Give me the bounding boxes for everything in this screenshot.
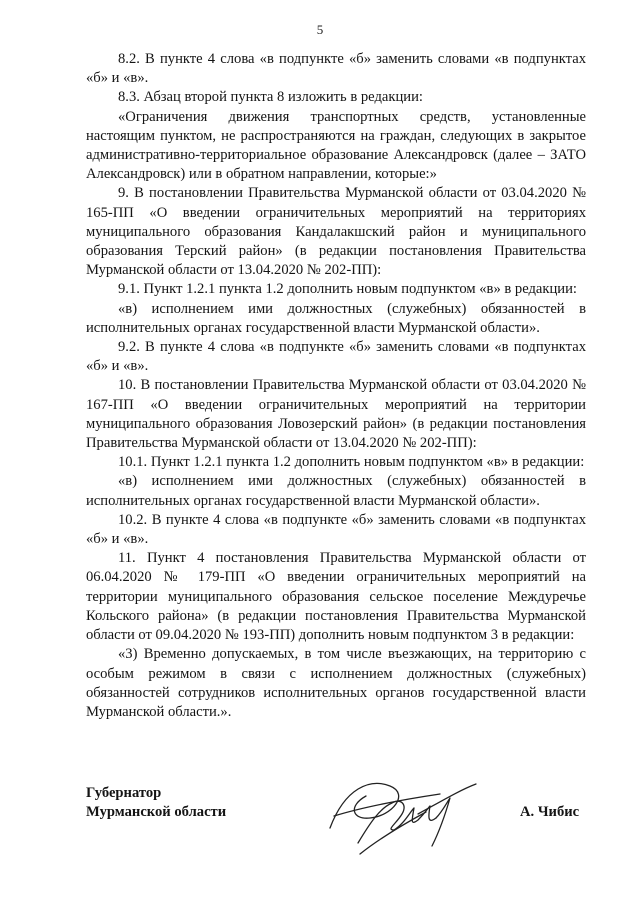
paragraph-9: 9. В постановлении Правительства Мурманской области от 03.04.2020 № 165-ПП «О введении ограничительных мероприятий на территориях муниципального образования Кандалакшский район и муниципального образования Терский район» (в редакции постановления Правительства Мурманской области от 13.04.2020 № 202-ПП): <box>86 185 586 279</box>
document-body <box>86 50 586 722</box>
paragraph-10-2: 10.2. В пункте 4 слова «в подпункте «б» заменить словами «в подпунктах «б» и «в». <box>86 511 586 548</box>
paragraph-8-2: 8.2. В пункте 4 слова «в подпункте «б» заменить словами «в подпунктах «б» и «в». <box>86 51 586 87</box>
paragraph-10-1-quote: «в) исполнением ими должностных (служебных) обязанностей в исполнительных органах государственной власти Мурманской области». <box>86 473 586 509</box>
paragraph-10-1: 10.1. Пункт 1.2.1 пункта 1.2 дополнить новым подпунктом «в» в редакции: <box>118 454 585 471</box>
page-number: 5 <box>316 22 324 37</box>
paragraph-10: 10. В постановлении Правительства Мурманской области от 03.04.2020 № 167-ПП «О введении ограничительных мероприятий на территории муниципального образования Ловозерский район» (в редакции постановления Правительства Мурманской области от 13.04.2020 № 202-ПП): <box>86 377 586 452</box>
signatory-title-line2: Мурманской области <box>86 804 227 821</box>
paragraph-11: 11. Пункт 4 постановления Правительства Мурманской области от 06.04.2020 № 179-ПП «О введении ограничительных мероприятий на территории муниципального образования сельское поселение Междуречье Кольского района» (в редакции постановления Правительства Мурманской области от 09.04.2020 № 193-ПП) дополнить новым подпунктом 3 в редакции: <box>86 550 586 644</box>
paragraph-8-3-quote: «Ограничения движения транспортных средств, установленные настоящим пунктом, не распространяются на граждан, следующих в закрытое административно-территориальное образование Александровск (далее – ЗАТО Александровск) или в обратном направлении, которые:» <box>86 108 586 183</box>
paragraph-9-1: 9.1. Пункт 1.2.1 пункта 1.2 дополнить новым подпунктом «в» в редакции: <box>118 281 577 298</box>
handwritten-signature <box>300 768 480 868</box>
signatory-title-line1: Губернатор <box>86 785 162 801</box>
paragraph-8-3: 8.3. Абзац второй пункта 8 изложить в редакции: <box>118 89 423 106</box>
paragraph-11-quote: «3) Временно допускаемых, в том числе въезжающих, на территорию с особым режимом в связи с исполнением должностных (служебных) обязанностей сотрудников исполнительных органов государственной власти Мурманской области.». <box>86 646 586 720</box>
paragraph-9-1-quote: «в) исполнением ими должностных (служебных) обязанностей в исполнительных органах государственной власти Мурманской области». <box>86 300 586 336</box>
signatory-title <box>86 784 226 822</box>
paragraph-9-2: 9.2. В пункте 4 слова «в подпункте «б» заменить словами «в подпунктах «б» и «в». <box>86 339 586 375</box>
signatory-name: А. Чибис <box>520 804 580 820</box>
